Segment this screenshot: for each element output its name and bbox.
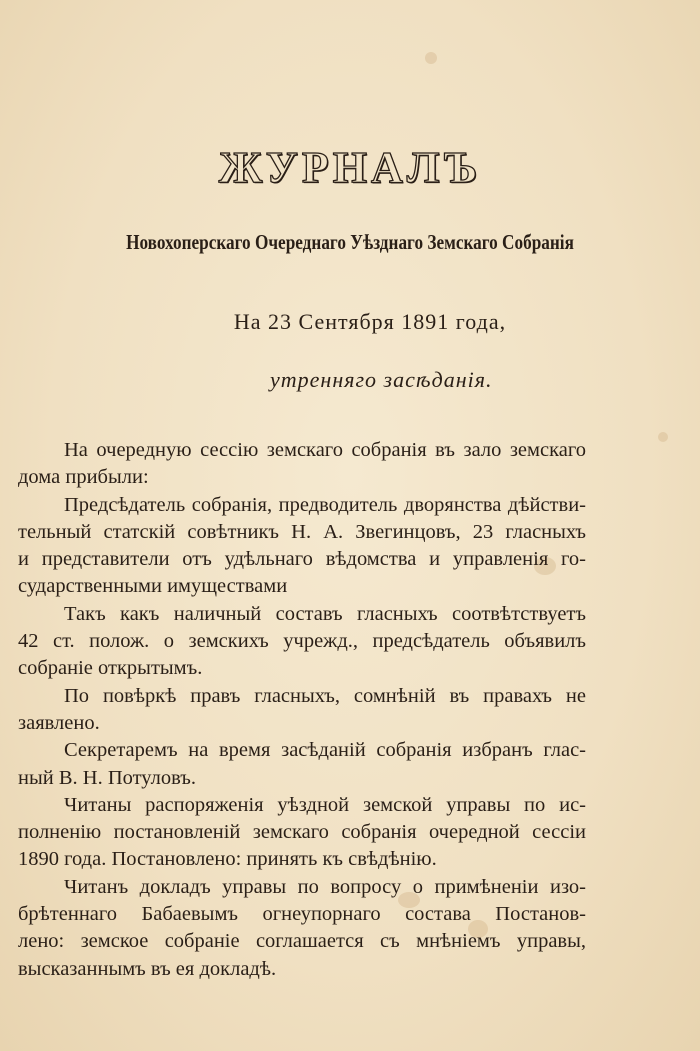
text-line: Читанъ докладъ управы по вопросу о примѣненіи изо- (64, 875, 586, 898)
text-line: Такъ какъ наличный составъ гласныхъ соотвѣтствуетъ (64, 602, 586, 625)
text-line: сударственными имуществами (18, 575, 288, 598)
text-line: высказаннымъ въ ея докладѣ. (18, 957, 277, 980)
text-line: полненію постановленій земскаго собранія очередной сессіи (18, 821, 586, 844)
date-line: На 23 Сентября 1891 года, (233, 309, 507, 334)
text-line: 1890 года. Постановлено: принять къ свѣдѣнію. (18, 848, 437, 871)
text-line: дома прибыли: (18, 466, 149, 489)
text-line: лено: земское собраніе соглашается съ мнѣніемъ управы, (18, 930, 586, 953)
paper-stain (425, 52, 437, 64)
text-line: 42 ст. полож. о земскихъ учрежд., предсѣдатель объявилъ (18, 630, 586, 653)
text-line: заявлено. (18, 711, 100, 734)
body-text (18, 437, 586, 983)
text-line: собраніе открытымъ. (18, 657, 203, 680)
text-line: Предсѣдатель собранія, предводитель дворянства дѣйстви- (64, 493, 586, 516)
session-line: утренняго засѣданія. (270, 367, 493, 392)
text-line: Читаны распоряженія уѣздной земской управы по ис- (64, 793, 586, 816)
text-line: брѣтеннаго Бабаевымъ огнеупорнаго состава Постанов- (18, 903, 586, 926)
text-line: ный В. Н. Потуловъ. (18, 766, 197, 789)
text-line: и представители отъ удѣльнаго вѣдомства и управленія го- (18, 548, 586, 571)
text-line: Секретаремъ на время засѣданій собранія избранъ глас- (64, 739, 586, 762)
paper-stain (658, 432, 668, 442)
document-title: ЖУРНАЛЪ (218, 143, 482, 192)
text-line: На очередную сессію земскаго собранія въ зало земскаго (64, 439, 586, 461)
text-line: По повѣркѣ правъ гласныхъ, сомнѣній въ правахъ не (64, 684, 586, 707)
text-line: тельный статскій совѣтникъ Н. А. Звегинцовъ, 23 гласныхъ (18, 520, 586, 543)
document-subtitle: Новохоперскаго Очереднаго Уѣзднаго Земскаго Собранія (126, 230, 574, 254)
